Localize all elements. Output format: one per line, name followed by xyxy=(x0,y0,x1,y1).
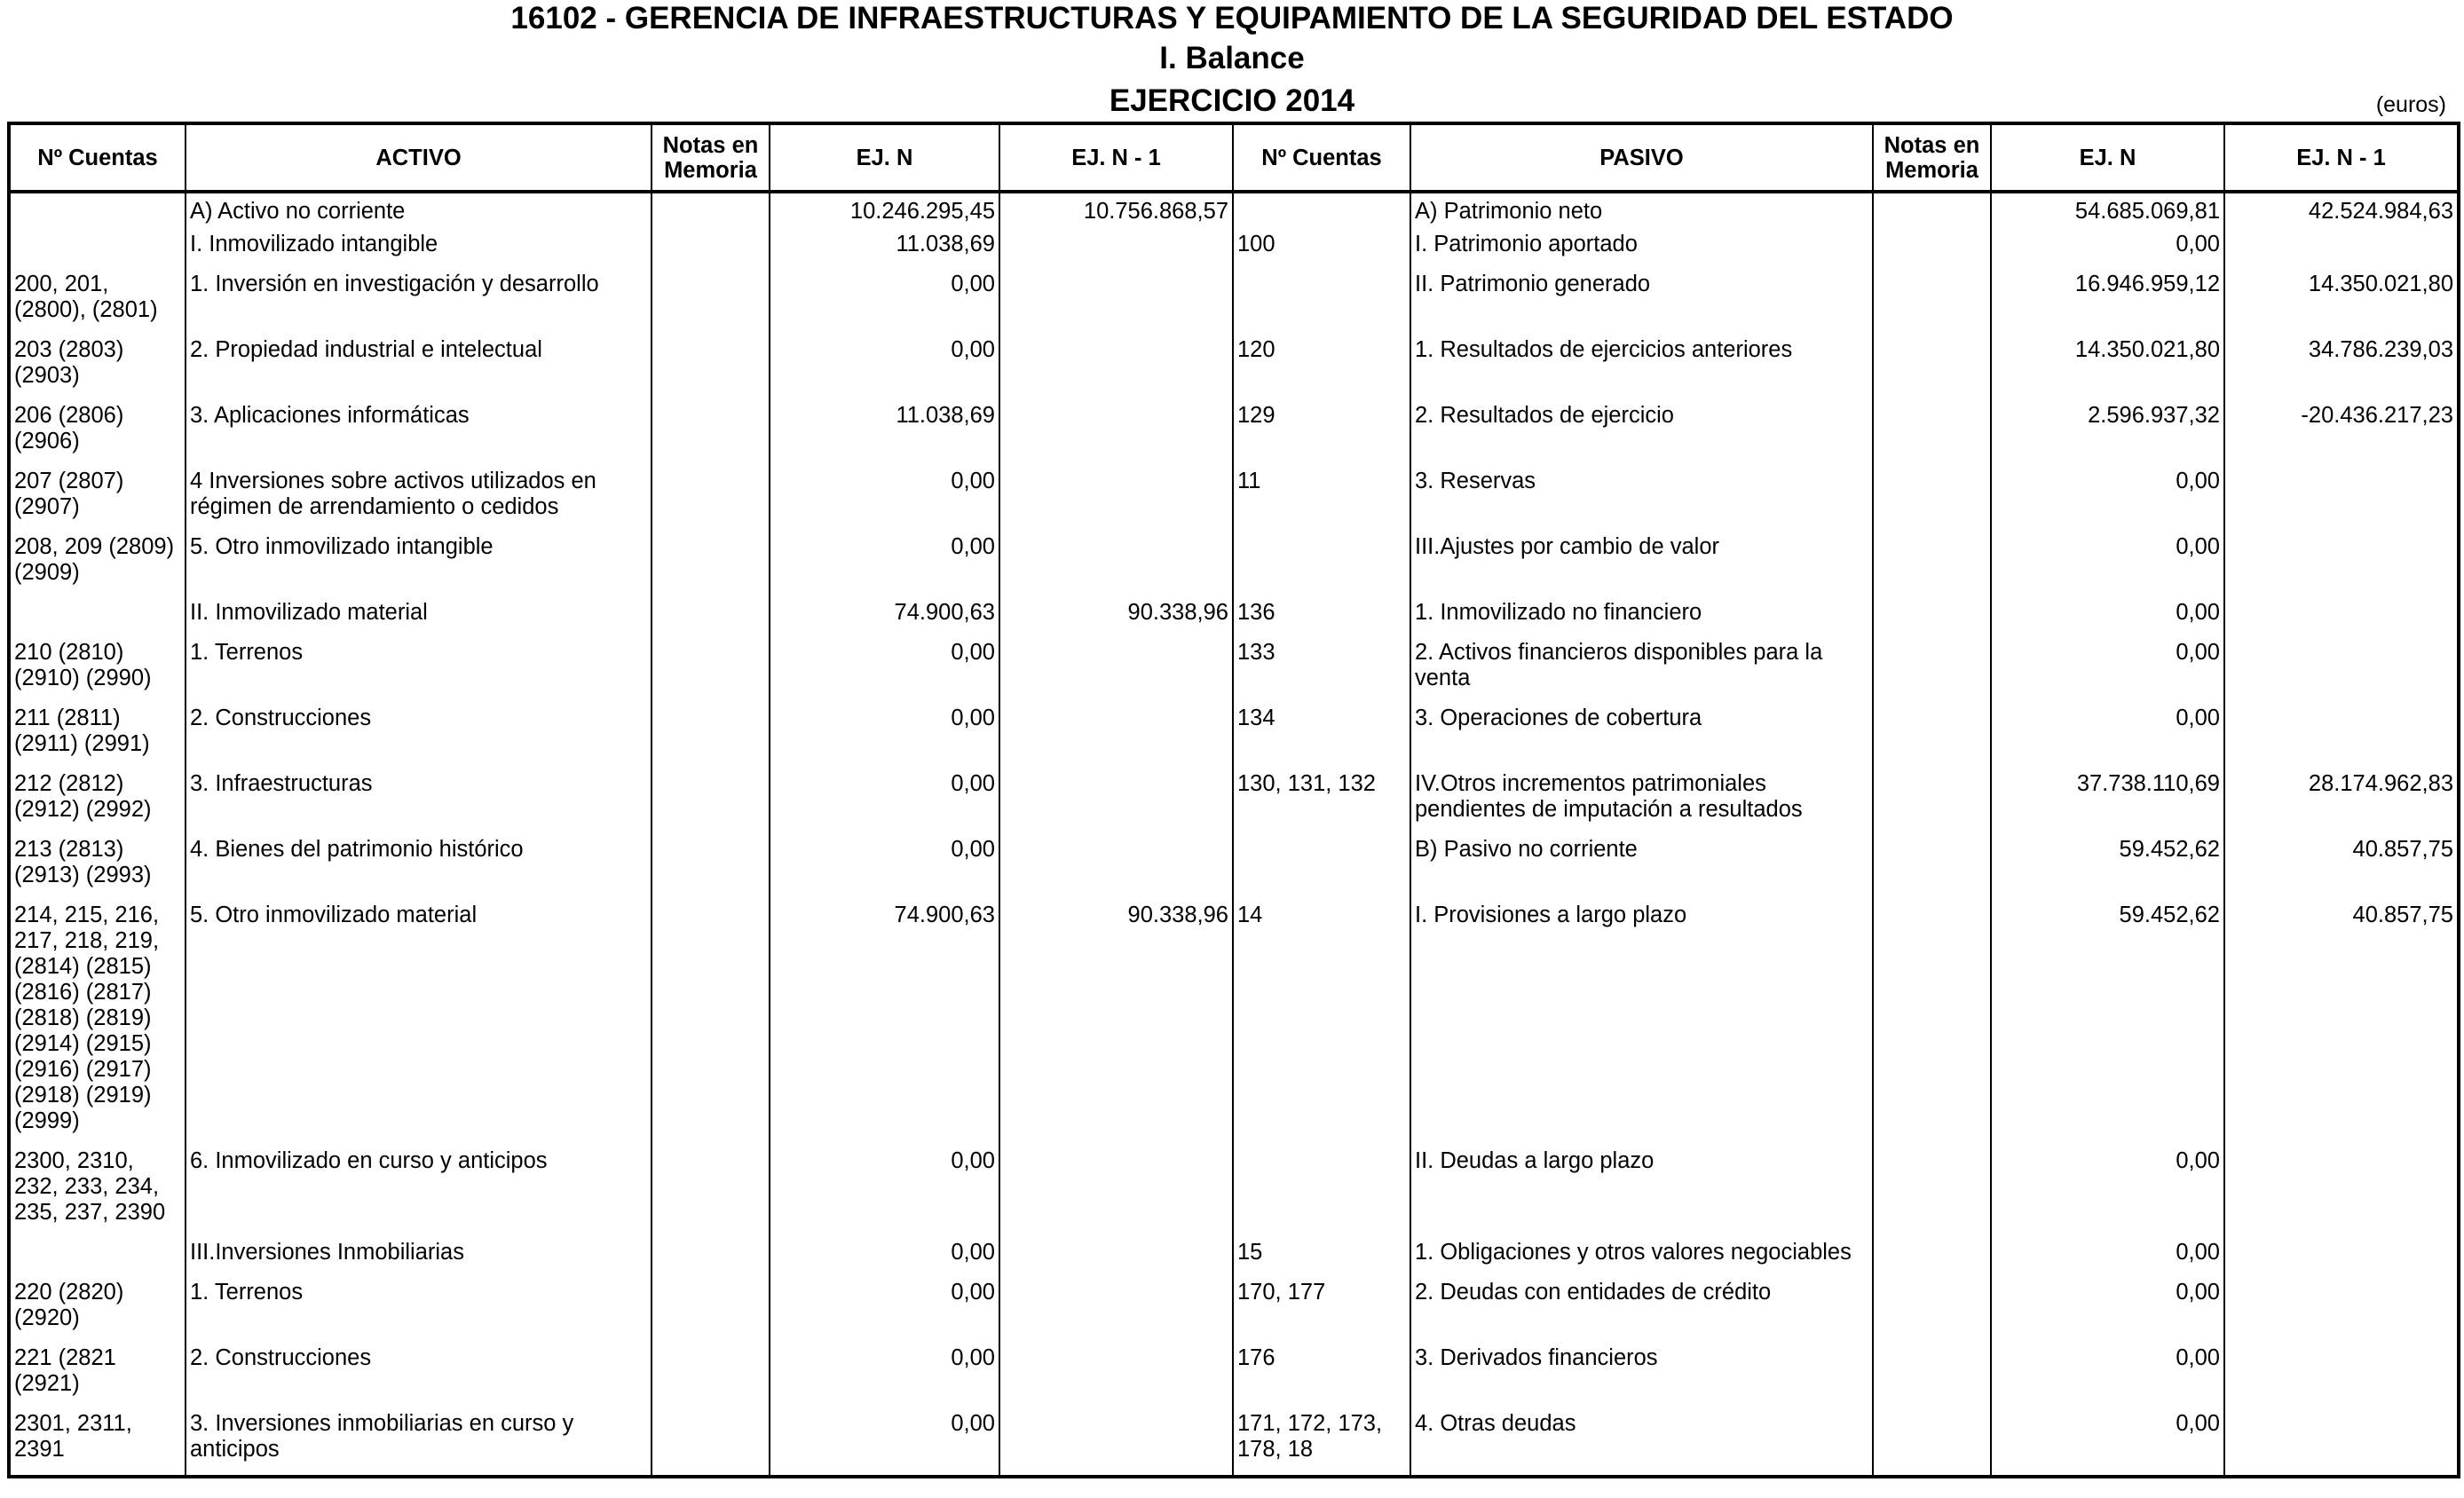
activo-concept-cell: 1. Terrenos xyxy=(186,640,652,706)
table-header-row xyxy=(9,123,2459,192)
pasivo-ej-n1-cell xyxy=(2224,1345,2459,1411)
pasivo-concept-cell: 2. Resultados de ejercicio xyxy=(1410,403,1873,469)
notas-activo-cell xyxy=(652,600,770,640)
pasivo-ej-n1-cell: -20.436.217,23 xyxy=(2224,403,2459,469)
table-row xyxy=(9,706,2459,771)
cuentas-pasivo-cell: 171, 172, 173, 178, 18 xyxy=(1233,1411,1410,1477)
notas-pasivo-cell xyxy=(1873,1411,1991,1477)
activo-concept-cell: 3. Aplicaciones informáticas xyxy=(186,403,652,469)
activo-concept-cell: 5. Otro inmovilizado intangible xyxy=(186,534,652,600)
header-notas-pasivo: Notas en Memoria xyxy=(1873,123,1991,192)
cuentas-pasivo-cell xyxy=(1233,192,1410,232)
pasivo-concept-cell: I. Provisiones a largo plazo xyxy=(1410,903,1873,1148)
notas-pasivo-cell xyxy=(1873,600,1991,640)
document-subtitle: I. Balance xyxy=(1159,41,1305,75)
activo-ej-n1-cell xyxy=(999,1411,1233,1477)
pasivo-ej-n-cell: 0,00 xyxy=(1991,600,2224,640)
cuentas-activo-cell xyxy=(9,192,186,232)
pasivo-concept-cell: 2. Activos financieros disponibles para la venta xyxy=(1410,640,1873,706)
pasivo-concept-cell: I. Patrimonio aportado xyxy=(1410,232,1873,272)
notas-activo-cell xyxy=(652,1240,770,1280)
cuentas-activo-cell xyxy=(9,600,186,640)
activo-ej-n-cell: 0,00 xyxy=(770,469,999,534)
table-row xyxy=(9,337,2459,403)
activo-ej-n1-cell xyxy=(999,1345,1233,1411)
cuentas-activo-cell: 203 (2803) (2903) xyxy=(9,337,186,403)
header-pasivo: PASIVO xyxy=(1410,123,1873,192)
activo-ej-n-cell: 0,00 xyxy=(770,771,999,837)
notas-pasivo-cell xyxy=(1873,469,1991,534)
cuentas-pasivo-cell xyxy=(1233,272,1410,337)
activo-concept-cell: A) Activo no corriente xyxy=(186,192,652,232)
notas-pasivo-cell xyxy=(1873,837,1991,903)
notas-activo-cell xyxy=(652,534,770,600)
activo-ej-n-cell: 11.038,69 xyxy=(770,232,999,272)
activo-ej-n-cell: 11.038,69 xyxy=(770,403,999,469)
table-row xyxy=(9,771,2459,837)
header-ej-n1-pasivo: EJ. N - 1 xyxy=(2224,123,2459,192)
activo-ej-n-cell: 74.900,63 xyxy=(770,600,999,640)
activo-ej-n1-cell xyxy=(999,837,1233,903)
table-row xyxy=(9,192,2459,232)
pasivo-ej-n1-cell: 34.786.239,03 xyxy=(2224,337,2459,403)
table-row xyxy=(9,1280,2459,1345)
notas-pasivo-cell xyxy=(1873,272,1991,337)
pasivo-concept-cell: 3. Operaciones de cobertura xyxy=(1410,706,1873,771)
cuentas-activo-cell: 206 (2806) (2906) xyxy=(9,403,186,469)
activo-concept-cell: 4. Bienes del patrimonio histórico xyxy=(186,837,652,903)
cuentas-activo-cell: 2301, 2311, 2391 xyxy=(9,1411,186,1477)
activo-ej-n1-cell xyxy=(999,232,1233,272)
pasivo-ej-n-cell: 0,00 xyxy=(1991,1240,2224,1280)
pasivo-ej-n1-cell xyxy=(2224,534,2459,600)
header-ej-n-pasivo: EJ. N xyxy=(1991,123,2224,192)
activo-ej-n1-cell xyxy=(999,337,1233,403)
cuentas-pasivo-cell: 133 xyxy=(1233,640,1410,706)
notas-pasivo-cell xyxy=(1873,192,1991,232)
pasivo-ej-n-cell: 59.452,62 xyxy=(1991,903,2224,1148)
cuentas-pasivo-cell: 136 xyxy=(1233,600,1410,640)
activo-concept-cell: 4 Inversiones sobre activos utilizados en régimen de arrendamiento o cedidos xyxy=(186,469,652,534)
cuentas-pasivo-cell: 130, 131, 132 xyxy=(1233,771,1410,837)
activo-ej-n-cell: 74.900,63 xyxy=(770,903,999,1148)
pasivo-concept-cell: II. Patrimonio generado xyxy=(1410,272,1873,337)
document-title: 16102 - GERENCIA DE INFRAESTRUCTURAS Y EQUIPAMIENTO DE LA SEGURIDAD DEL ESTADO xyxy=(510,1,1954,35)
activo-ej-n1-cell xyxy=(999,640,1233,706)
pasivo-ej-n-cell: 0,00 xyxy=(1991,232,2224,272)
activo-ej-n-cell: 10.246.295,45 xyxy=(770,192,999,232)
activo-ej-n-cell: 0,00 xyxy=(770,1240,999,1280)
notas-activo-cell xyxy=(652,903,770,1148)
notas-activo-cell xyxy=(652,771,770,837)
notas-pasivo-cell xyxy=(1873,337,1991,403)
cuentas-pasivo-cell: 11 xyxy=(1233,469,1410,534)
pasivo-concept-cell: 1. Obligaciones y otros valores negociables xyxy=(1410,1240,1873,1280)
pasivo-ej-n1-cell xyxy=(2224,600,2459,640)
cuentas-activo-cell: 221 (2821 (2921) xyxy=(9,1345,186,1411)
table-row xyxy=(9,534,2459,600)
cuentas-pasivo-cell: 14 xyxy=(1233,903,1410,1148)
pasivo-concept-cell: 1. Resultados de ejercicios anteriores xyxy=(1410,337,1873,403)
cuentas-pasivo-cell xyxy=(1233,1148,1410,1240)
cuentas-activo-cell: 208, 209 (2809) (2909) xyxy=(9,534,186,600)
notas-pasivo-cell xyxy=(1873,706,1991,771)
currency-unit-label: (euros) xyxy=(2375,92,2446,117)
balance-sheet-table xyxy=(7,122,2460,1478)
activo-concept-cell: 1. Terrenos xyxy=(186,1280,652,1345)
notas-activo-cell xyxy=(652,1148,770,1240)
activo-ej-n-cell: 0,00 xyxy=(770,534,999,600)
pasivo-ej-n-cell: 0,00 xyxy=(1991,1411,2224,1477)
activo-ej-n1-cell: 90.338,96 xyxy=(999,600,1233,640)
pasivo-ej-n-cell: 0,00 xyxy=(1991,706,2224,771)
notas-activo-cell xyxy=(652,232,770,272)
table-row xyxy=(9,469,2459,534)
pasivo-ej-n1-cell: 40.857,75 xyxy=(2224,903,2459,1148)
pasivo-concept-cell: 4. Otras deudas xyxy=(1410,1411,1873,1477)
activo-concept-cell: 3. Inversiones inmobiliarias en curso y anticipos xyxy=(186,1411,652,1477)
cuentas-pasivo-cell: 134 xyxy=(1233,706,1410,771)
table-row xyxy=(9,1148,2459,1240)
activo-concept-cell: 5. Otro inmovilizado material xyxy=(186,903,652,1148)
pasivo-ej-n1-cell: 42.524.984,63 xyxy=(2224,192,2459,232)
activo-ej-n-cell: 0,00 xyxy=(770,1345,999,1411)
activo-concept-cell: III.Inversiones Inmobiliarias xyxy=(186,1240,652,1280)
pasivo-ej-n1-cell xyxy=(2224,232,2459,272)
pasivo-ej-n1-cell xyxy=(2224,1411,2459,1477)
cuentas-activo-cell: 211 (2811) (2911) (2991) xyxy=(9,706,186,771)
activo-ej-n1-cell xyxy=(999,1280,1233,1345)
notas-activo-cell xyxy=(652,1411,770,1477)
notas-activo-cell xyxy=(652,469,770,534)
notas-activo-cell xyxy=(652,1345,770,1411)
fiscal-year-heading: EJERCICIO 2014 xyxy=(1109,83,1355,118)
notas-activo-cell xyxy=(652,403,770,469)
activo-ej-n1-cell: 10.756.868,57 xyxy=(999,192,1233,232)
pasivo-ej-n-cell: 59.452,62 xyxy=(1991,837,2224,903)
activo-concept-cell: 3. Infraestructuras xyxy=(186,771,652,837)
pasivo-ej-n1-cell xyxy=(2224,640,2459,706)
activo-ej-n-cell: 0,00 xyxy=(770,640,999,706)
notas-activo-cell xyxy=(652,706,770,771)
cuentas-activo-cell: 200, 201, (2800), (2801) xyxy=(9,272,186,337)
cuentas-activo-cell: 210 (2810) (2910) (2990) xyxy=(9,640,186,706)
table-row xyxy=(9,232,2459,272)
cuentas-activo-cell xyxy=(9,232,186,272)
header-activo: ACTIVO xyxy=(186,123,652,192)
table-row xyxy=(9,1345,2459,1411)
table-row xyxy=(9,600,2459,640)
pasivo-ej-n-cell: 0,00 xyxy=(1991,640,2224,706)
activo-ej-n1-cell xyxy=(999,403,1233,469)
cuentas-activo-cell: 213 (2813) (2913) (2993) xyxy=(9,837,186,903)
cuentas-pasivo-cell: 100 xyxy=(1233,232,1410,272)
pasivo-concept-cell: 2. Deudas con entidades de crédito xyxy=(1410,1280,1873,1345)
notas-activo-cell xyxy=(652,640,770,706)
activo-concept-cell: 2. Construcciones xyxy=(186,706,652,771)
cuentas-pasivo-cell: 120 xyxy=(1233,337,1410,403)
activo-ej-n-cell: 0,00 xyxy=(770,1411,999,1477)
pasivo-ej-n1-cell xyxy=(2224,1240,2459,1280)
activo-concept-cell: 1. Inversión en investigación y desarrollo xyxy=(186,272,652,337)
notas-activo-cell xyxy=(652,337,770,403)
pasivo-ej-n-cell: 2.596.937,32 xyxy=(1991,403,2224,469)
header-ej-n1-activo: EJ. N - 1 xyxy=(999,123,1233,192)
header-notas-activo: Notas en Memoria xyxy=(652,123,770,192)
cuentas-pasivo-cell: 170, 177 xyxy=(1233,1280,1410,1345)
pasivo-ej-n-cell: 0,00 xyxy=(1991,1280,2224,1345)
cuentas-pasivo-cell: 15 xyxy=(1233,1240,1410,1280)
pasivo-ej-n-cell: 0,00 xyxy=(1991,1148,2224,1240)
cuentas-activo-cell: 214, 215, 216, 217, 218, 219, (2814) (2815) (2816) (2817) (2818) (2819) (2914) (2915) (2916) (2917) (2918) (2919) (2999) xyxy=(9,903,186,1148)
activo-ej-n1-cell xyxy=(999,469,1233,534)
notas-activo-cell xyxy=(652,837,770,903)
activo-ej-n-cell: 0,00 xyxy=(770,272,999,337)
cuentas-pasivo-cell: 129 xyxy=(1233,403,1410,469)
table-row xyxy=(9,272,2459,337)
pasivo-ej-n-cell: 16.946.959,12 xyxy=(1991,272,2224,337)
table-row xyxy=(9,1411,2459,1477)
cuentas-activo-cell: 212 (2812) (2912) (2992) xyxy=(9,771,186,837)
activo-ej-n1-cell xyxy=(999,534,1233,600)
pasivo-concept-cell: A) Patrimonio neto xyxy=(1410,192,1873,232)
cuentas-pasivo-cell xyxy=(1233,534,1410,600)
cuentas-pasivo-cell: 176 xyxy=(1233,1345,1410,1411)
activo-ej-n1-cell xyxy=(999,1148,1233,1240)
notas-pasivo-cell xyxy=(1873,1345,1991,1411)
cuentas-activo-cell xyxy=(9,1240,186,1280)
pasivo-ej-n1-cell xyxy=(2224,706,2459,771)
table-row xyxy=(9,1240,2459,1280)
header-cuentas-pasivo: Nº Cuentas xyxy=(1233,123,1410,192)
pasivo-ej-n1-cell: 14.350.021,80 xyxy=(2224,272,2459,337)
notas-pasivo-cell xyxy=(1873,1148,1991,1240)
activo-ej-n1-cell xyxy=(999,706,1233,771)
pasivo-ej-n-cell: 54.685.069,81 xyxy=(1991,192,2224,232)
notas-activo-cell xyxy=(652,272,770,337)
cuentas-activo-cell: 2300, 2310, 232, 233, 234, 235, 237, 2390 xyxy=(9,1148,186,1240)
activo-ej-n1-cell xyxy=(999,1240,1233,1280)
notas-pasivo-cell xyxy=(1873,534,1991,600)
activo-concept-cell: 6. Inmovilizado en curso y anticipos xyxy=(186,1148,652,1240)
activo-ej-n1-cell xyxy=(999,272,1233,337)
pasivo-ej-n-cell: 0,00 xyxy=(1991,534,2224,600)
notas-pasivo-cell xyxy=(1873,771,1991,837)
table-row xyxy=(9,403,2459,469)
notas-activo-cell xyxy=(652,1280,770,1345)
activo-concept-cell: I. Inmovilizado intangible xyxy=(186,232,652,272)
notas-pasivo-cell xyxy=(1873,903,1991,1148)
notas-pasivo-cell xyxy=(1873,232,1991,272)
activo-concept-cell: II. Inmovilizado material xyxy=(186,600,652,640)
cuentas-activo-cell: 207 (2807) (2907) xyxy=(9,469,186,534)
notas-pasivo-cell xyxy=(1873,640,1991,706)
activo-concept-cell: 2. Propiedad industrial e intelectual xyxy=(186,337,652,403)
notas-pasivo-cell xyxy=(1873,403,1991,469)
pasivo-concept-cell: IV.Otros incrementos patrimoniales pendientes de imputación a resultados xyxy=(1410,771,1873,837)
pasivo-ej-n1-cell xyxy=(2224,1280,2459,1345)
pasivo-ej-n-cell: 0,00 xyxy=(1991,1345,2224,1411)
pasivo-ej-n-cell: 0,00 xyxy=(1991,469,2224,534)
activo-ej-n-cell: 0,00 xyxy=(770,337,999,403)
pasivo-concept-cell: II. Deudas a largo plazo xyxy=(1410,1148,1873,1240)
activo-ej-n-cell: 0,00 xyxy=(770,1280,999,1345)
activo-ej-n-cell: 0,00 xyxy=(770,1148,999,1240)
activo-ej-n-cell: 0,00 xyxy=(770,706,999,771)
table-row xyxy=(9,640,2459,706)
pasivo-ej-n1-cell xyxy=(2224,469,2459,534)
pasivo-ej-n1-cell xyxy=(2224,1148,2459,1240)
pasivo-ej-n-cell: 14.350.021,80 xyxy=(1991,337,2224,403)
pasivo-concept-cell: III.Ajustes por cambio de valor xyxy=(1410,534,1873,600)
pasivo-concept-cell: B) Pasivo no corriente xyxy=(1410,837,1873,903)
activo-ej-n1-cell xyxy=(999,771,1233,837)
table-row xyxy=(9,903,2459,1148)
notas-pasivo-cell xyxy=(1873,1280,1991,1345)
pasivo-concept-cell: 1. Inmovilizado no financiero xyxy=(1410,600,1873,640)
cuentas-pasivo-cell xyxy=(1233,837,1410,903)
pasivo-ej-n-cell: 37.738.110,69 xyxy=(1991,771,2224,837)
activo-ej-n1-cell: 90.338,96 xyxy=(999,903,1233,1148)
pasivo-concept-cell: 3. Derivados financieros xyxy=(1410,1345,1873,1411)
notas-activo-cell xyxy=(652,192,770,232)
cuentas-activo-cell: 220 (2820) (2920) xyxy=(9,1280,186,1345)
notas-pasivo-cell xyxy=(1873,1240,1991,1280)
pasivo-ej-n1-cell: 40.857,75 xyxy=(2224,837,2459,903)
table-row xyxy=(9,837,2459,903)
header-ej-n-activo: EJ. N xyxy=(770,123,999,192)
pasivo-concept-cell: 3. Reservas xyxy=(1410,469,1873,534)
header-cuentas-activo: Nº Cuentas xyxy=(9,123,186,192)
activo-ej-n-cell: 0,00 xyxy=(770,837,999,903)
activo-concept-cell: 2. Construcciones xyxy=(186,1345,652,1411)
pasivo-ej-n1-cell: 28.174.962,83 xyxy=(2224,771,2459,837)
